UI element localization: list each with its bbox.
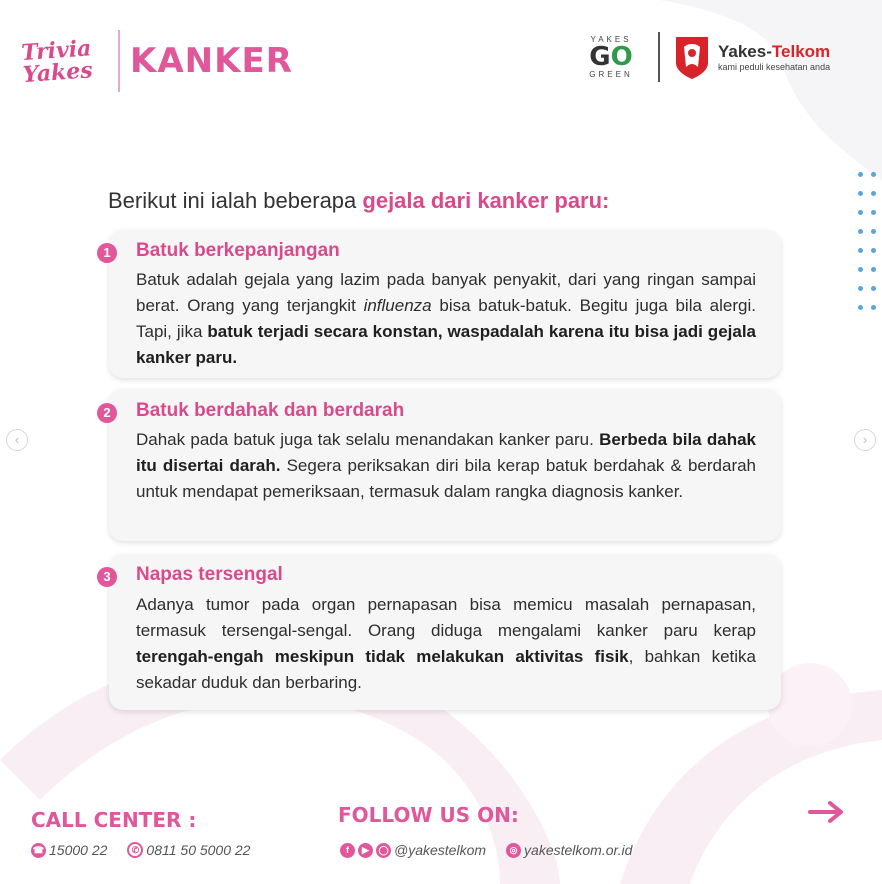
dot <box>858 172 863 177</box>
facebook-icon[interactable]: f <box>340 843 355 858</box>
body-bold: terengah-engah meskipun tidak melakukan aktivitas fisik <box>136 647 629 666</box>
carousel-next-button[interactable] <box>854 429 876 451</box>
call-center-contacts <box>31 842 250 858</box>
youtube-icon[interactable]: ▶ <box>358 843 373 858</box>
body-text: , bahkan ketika sekadar duduk dan berbaring. <box>136 647 757 692</box>
dot <box>871 305 876 310</box>
go-green-o: O <box>610 42 633 72</box>
brand-script: Trivia Yakes <box>20 35 94 89</box>
whatsapp-number[interactable]: 0811 50 5000 22 <box>146 842 251 858</box>
brand-logo <box>22 28 293 94</box>
dot <box>871 229 876 234</box>
body-text: Batuk adalah gejala yang lazim pada banyak penyakit, dari yang ringan sampai berat. Orang yang terjangkit <box>136 270 756 315</box>
dot <box>871 172 876 177</box>
body-text: Adanya tumor pada organ pernapasan bisa memicu masalah pernapasan, termasuk tersengal-sengal. Orang diduga mengalami kanker paru kerap <box>136 595 756 640</box>
yakes-telkom-name <box>718 42 830 62</box>
body-text: bisa batuk-batuk. Begitu juga bila alergi. Tapi, jika <box>136 296 756 341</box>
call-center-heading: CALL CENTER : <box>31 808 197 832</box>
dot <box>871 191 876 196</box>
symptom-body-3 <box>136 592 756 696</box>
social-handle[interactable]: @yakestelkom <box>394 842 487 858</box>
phone-number[interactable]: 15000 22 <box>49 842 108 858</box>
brand-divider <box>118 30 120 92</box>
follow-us-heading: FOLLOW US ON: <box>338 803 519 827</box>
intro-heading <box>108 188 609 214</box>
symptom-title-3: Napas tersengal <box>136 564 283 585</box>
dot <box>871 267 876 272</box>
dot <box>871 248 876 253</box>
symptom-title-1: Batuk berkepanjangan <box>136 240 340 261</box>
dot <box>871 210 876 215</box>
yakes-name: Yakes- <box>718 42 772 61</box>
chevron-right-icon: › <box>862 432 868 447</box>
yakes-go-green-logo <box>578 35 644 79</box>
website-link[interactable]: yakestelkom.or.id <box>524 842 633 858</box>
dot <box>858 305 863 310</box>
dot <box>858 267 863 272</box>
number-badge-3: 3 <box>97 567 117 587</box>
dot <box>858 286 863 291</box>
globe-icon: ◎ <box>506 843 521 858</box>
telkom-name: Telkom <box>771 42 831 61</box>
body-bold: batuk terjadi secara konstan, waspadalah karena itu bisa jadi gejala kanker paru. <box>136 322 756 367</box>
go-green-mark <box>578 44 644 70</box>
yakes-telkom-tagline: kami peduli kesehatan anda <box>718 62 831 72</box>
social-links <box>340 842 632 858</box>
number-badge-2: 2 <box>97 403 117 423</box>
symptom-body-2 <box>136 427 756 505</box>
whatsapp-icon: ✆ <box>127 842 143 858</box>
partner-divider <box>658 32 660 82</box>
brand-title: KANKER <box>130 41 293 81</box>
yakes-telkom-emblem-icon <box>672 33 712 81</box>
body-text: Segera periksakan diri bila kerap batuk berdahak & berdarah untuk mendapat pemeriksaan, termasuk dalam rangka diagnosis kanker. <box>136 456 757 501</box>
body-italic: influenza <box>363 296 432 315</box>
carousel-prev-button[interactable] <box>6 429 28 451</box>
dot <box>858 248 863 253</box>
partner-logos <box>578 30 830 84</box>
intro-prefix: Berikut ini ialah beberapa <box>108 188 363 213</box>
arrow-right-icon[interactable] <box>808 800 846 824</box>
body-text: Dahak pada batuk juga tak selalu menandakan kanker paru. <box>136 430 600 449</box>
dot-grid-decoration <box>858 172 882 324</box>
body-bold: Berbeda bila dahak itu disertai darah. <box>136 430 756 475</box>
yakes-telkom-text <box>718 42 830 72</box>
phone-icon: ☎ <box>31 843 46 858</box>
go-green-g: G <box>589 42 611 72</box>
go-green-top: YAKES <box>590 35 632 44</box>
number-badge-1: 1 <box>97 243 117 263</box>
instagram-icon[interactable]: ◯ <box>376 843 391 858</box>
dot <box>858 191 863 196</box>
chevron-left-icon: ‹ <box>14 432 20 447</box>
intro-highlight: gejala dari kanker paru: <box>362 188 610 213</box>
dot <box>858 229 863 234</box>
dot <box>858 210 863 215</box>
symptom-body-1 <box>136 267 756 371</box>
go-green-bottom: GREEN <box>589 70 633 79</box>
symptom-title-2: Batuk berdahak dan berdarah <box>136 400 405 421</box>
dot <box>871 286 876 291</box>
